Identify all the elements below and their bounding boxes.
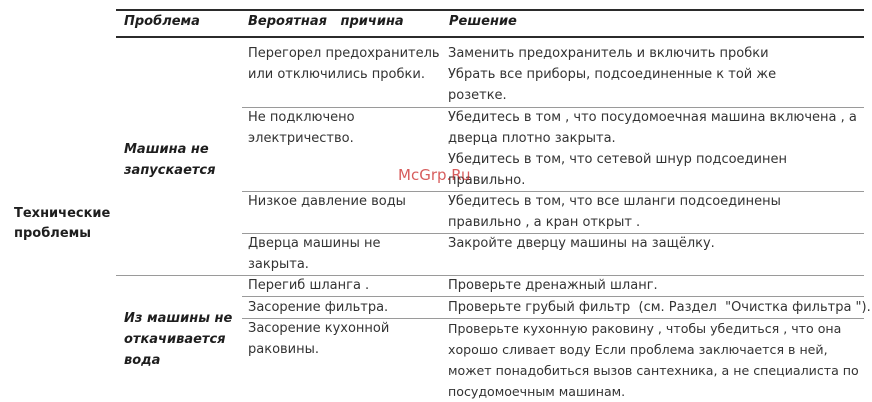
solution-line: правильно , а кран открыт . — [448, 215, 641, 230]
problem-line: вода — [124, 353, 161, 368]
cause-cell — [248, 233, 381, 275]
solution-line: Проверьте грубый фильтр (см. Раздел "Очистка фильтра "). — [448, 300, 871, 315]
problem-line: Машина не — [124, 142, 209, 157]
cause-line: Низкое давление воды — [248, 194, 406, 209]
solution-line: хорошо сливает воду Если проблема заключается в ней, — [448, 342, 828, 357]
category-line: Технические — [14, 206, 111, 221]
cause-cell — [248, 107, 355, 149]
cause-line: Засорение кухонной — [248, 321, 390, 336]
cause-line: или отключились пробки. — [248, 67, 425, 82]
cause-cell — [248, 43, 440, 85]
category-label — [14, 204, 110, 244]
cause-line: закрыта. — [248, 257, 309, 272]
problem-label — [124, 139, 216, 181]
cause-line: Не подключено — [248, 110, 355, 125]
cause-cell — [248, 297, 388, 318]
header-top-rule — [116, 9, 864, 11]
solution-line: может понадобиться вызов сантехника, а не специалиста по — [448, 363, 859, 378]
cause-line: Перегиб шланга . — [248, 278, 370, 293]
header-bottom-rule — [116, 36, 864, 38]
cause-line: Дверца машины не — [248, 236, 381, 251]
solution-line: правильно. — [448, 173, 526, 188]
solution-cell — [448, 107, 857, 191]
solution-line: розетке. — [448, 88, 507, 103]
solution-cell — [448, 233, 715, 254]
cause-line: Перегорел предохранитель — [248, 46, 440, 61]
header-solution: Решение — [449, 14, 517, 29]
cause-line: раковины. — [248, 342, 320, 357]
cause-cell — [248, 275, 369, 296]
solution-line: Убедитесь в том, что все шланги подсоединены — [448, 194, 781, 209]
header-cause: Вероятная причина — [248, 14, 404, 29]
header-problem: Проблема — [124, 14, 200, 29]
solution-cell — [448, 297, 871, 318]
watermark: McGrp.Ru — [398, 166, 471, 184]
problem-line: откачивается — [124, 332, 226, 347]
cause-cell — [248, 191, 406, 212]
solution-line: Убрать все приборы, подсоединенные к той же — [448, 67, 777, 82]
problem-line: запускается — [124, 163, 216, 178]
solution-line: посудомоечным машинам. — [448, 384, 626, 399]
solution-cell — [448, 275, 658, 296]
solution-cell — [448, 191, 781, 233]
solution-line: Проверьте кухонную раковину , чтобы убедиться , что она — [448, 321, 842, 336]
cause-line: электричество. — [248, 131, 354, 146]
solution-line: дверца плотно закрыта. — [448, 131, 616, 146]
problem-label — [124, 308, 232, 371]
solution-cell — [448, 43, 776, 106]
cause-line: Засорение фильтра. — [248, 300, 389, 315]
problem-line: Из машины не — [124, 311, 233, 326]
solution-line: Заменить предохранитель и включить пробки — [448, 46, 769, 61]
solution-line: Убедитесь в том , что посудомоечная машина включена , а — [448, 110, 857, 125]
solution-line: Убедитесь в том, что сетевой шнур подсоединен — [448, 152, 787, 167]
cause-cell — [248, 318, 389, 360]
solution-line: Проверьте дренажный шланг. — [448, 278, 658, 293]
category-line: проблемы — [14, 226, 92, 241]
solution-cell — [448, 318, 859, 402]
solution-line: Закройте дверцу машины на защёлку. — [448, 236, 715, 251]
